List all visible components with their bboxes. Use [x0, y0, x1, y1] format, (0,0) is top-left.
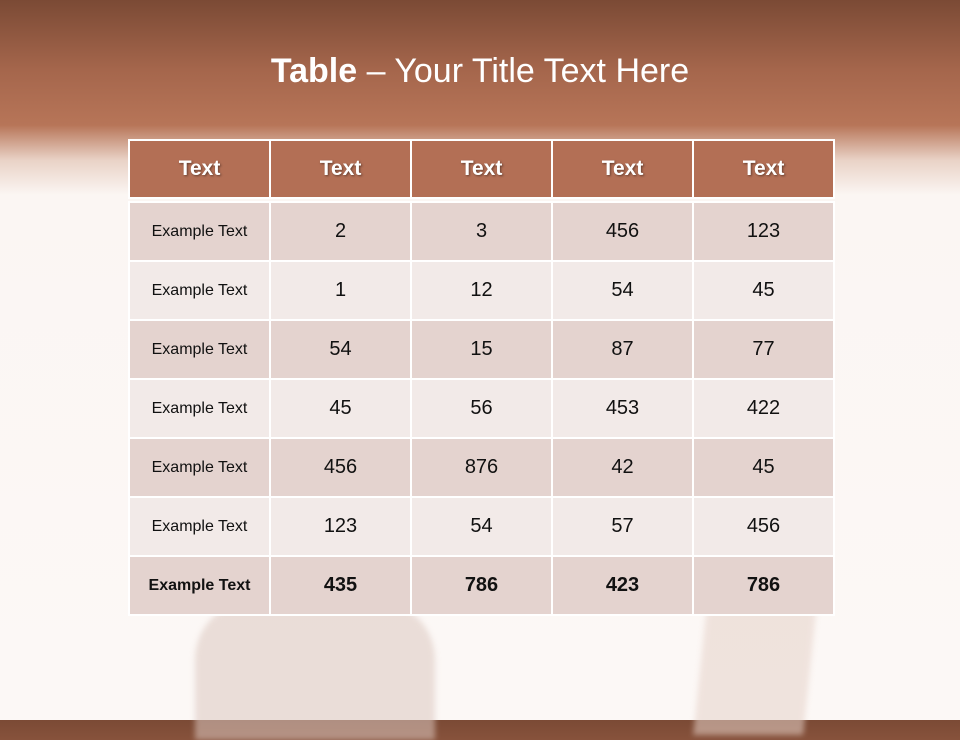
row-label: Example Text	[129, 497, 270, 556]
table-cell: 77	[693, 320, 834, 379]
table-cell: 45	[693, 438, 834, 497]
table-cell: 45	[270, 379, 411, 438]
row-label: Example Text	[129, 261, 270, 320]
row-label: Example Text	[129, 202, 270, 261]
row-label: Example Text	[129, 379, 270, 438]
table-cell: 3	[411, 202, 552, 261]
table-cell: 453	[552, 379, 693, 438]
table-row	[129, 379, 834, 438]
row-label: Example Text	[129, 320, 270, 379]
table-row	[129, 202, 834, 261]
data-table	[128, 139, 835, 616]
table-cell: 786	[693, 556, 834, 615]
table-cell: 435	[270, 556, 411, 615]
table-cell: 456	[270, 438, 411, 497]
table-cell: 15	[411, 320, 552, 379]
table-cell: 42	[552, 438, 693, 497]
table-cell: 456	[693, 497, 834, 556]
table-cell: 422	[693, 379, 834, 438]
table-cell: 423	[552, 556, 693, 615]
table-cell: 56	[411, 379, 552, 438]
column-header: Text	[129, 140, 270, 198]
slide-title	[0, 52, 960, 91]
table-cell: 876	[411, 438, 552, 497]
title-bold: Table	[270, 52, 358, 90]
header-row	[129, 140, 834, 198]
table-row	[129, 261, 834, 320]
row-label: Example Text	[129, 438, 270, 497]
column-header: Text	[270, 140, 411, 198]
table-cell: 123	[270, 497, 411, 556]
background-figure	[693, 605, 817, 735]
column-header: Text	[552, 140, 693, 198]
table-cell: 54	[411, 497, 552, 556]
table-cell: 45	[693, 261, 834, 320]
table-cell: 54	[270, 320, 411, 379]
table-cell: 786	[411, 556, 552, 615]
table-row	[129, 320, 834, 379]
total-row	[129, 556, 834, 615]
table-cell: 2	[270, 202, 411, 261]
table-cell: 123	[693, 202, 834, 261]
table-cell: 1	[270, 261, 411, 320]
table-cell: 12	[411, 261, 552, 320]
table-row	[129, 497, 834, 556]
table-cell: 57	[552, 497, 693, 556]
table-cell: 54	[552, 261, 693, 320]
row-label: Example Text	[129, 556, 270, 615]
table-cell: 87	[552, 320, 693, 379]
table-cell: 456	[552, 202, 693, 261]
background-figure	[195, 600, 435, 740]
column-header: Text	[693, 140, 834, 198]
table-row	[129, 438, 834, 497]
title-rest: – Your Title Text Here	[357, 52, 690, 90]
column-header: Text	[411, 140, 552, 198]
